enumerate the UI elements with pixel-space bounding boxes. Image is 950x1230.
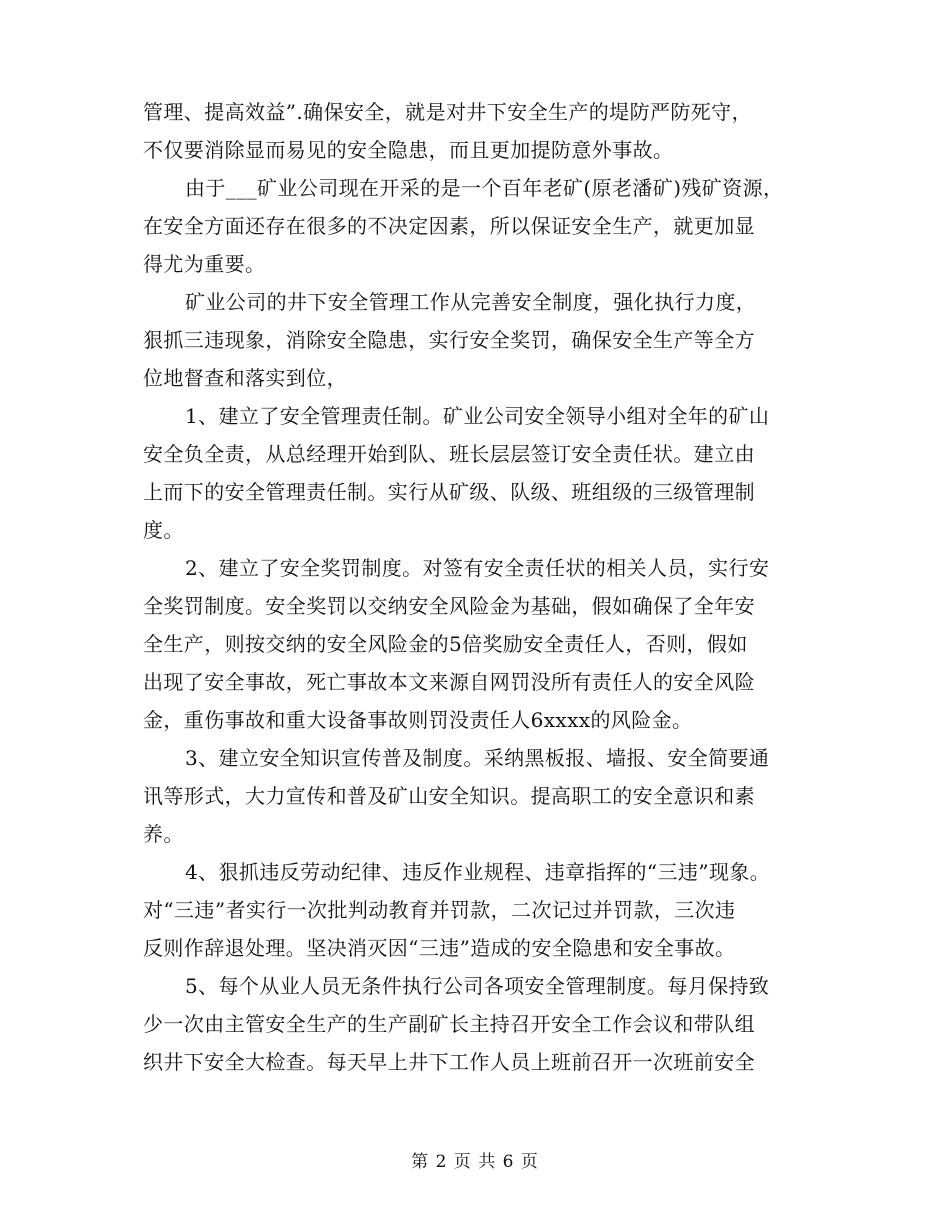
text-line: 上而下的安全管理责任制。实行从矿级、队级、班组级的三级管理制 — [143, 480, 755, 504]
document-body — [143, 102, 833, 1090]
text-line: 金，重伤事故和重大设备事故则罚没责任人6xxxx的风险金。 — [143, 708, 693, 732]
text-line: 由于___矿业公司现在开采的是一个百年老矿(原老潘矿)残矿资源， — [185, 176, 784, 200]
text-line: 不仅要消除显而易见的安全隐患，而且更加提防意外事故。 — [143, 138, 674, 162]
text-line: 全奖罚制度。安全奖罚以交纳安全风险金为基础，假如确保了全年安 — [143, 594, 755, 618]
text-line: 安全负全责，从总经理开始到队、班长层层签订安全责任状。建立由 — [143, 442, 755, 466]
text-line: 3、建立安全知识宣传普及制度。采纳黑板报、墙报、安全简要通 — [185, 746, 770, 770]
text-line: 织井下安全大检查。每天早上井下工作人员上班前召开一次班前安全 — [143, 1050, 755, 1074]
text-line: 出现了安全事故，死亡事故本文来源自网罚没所有责任人的安全风险 — [143, 670, 755, 694]
text-line: 少一次由主管安全生产的生产副矿长主持召开安全工作会议和带队组 — [143, 1012, 755, 1036]
text-line: 管理、提高效益”.确保安全，就是对井下安全生产的堤防严防死守， — [143, 100, 752, 124]
text-line: 对“三违”者实行一次批判动教育并罚款，二次记过并罚款，三次违 — [143, 898, 736, 922]
text-line: 位地督查和落实到位， — [143, 366, 347, 390]
text-line: 狠抓三违现象，消除安全隐患，实行安全奖罚，确保安全生产等全方 — [143, 328, 755, 352]
text-line: 度。 — [143, 518, 184, 542]
text-line: 1、建立了安全管理责任制。矿业公司安全领导小组对全年的矿山 — [185, 404, 770, 428]
text-line: 矿业公司的井下安全管理工作从完善安全制度，强化执行力度， — [185, 290, 757, 314]
text-line: 反则作辞退处理。坚决消灭因“三违”造成的安全隐患和安全事故。 — [143, 936, 736, 960]
text-line: 全生产，则按交纳的安全风险金的5倍奖励安全责任人，否则，假如 — [143, 632, 748, 656]
page-number-footer: 第 2 页 共 6 页 — [411, 1152, 539, 1172]
text-line: 养。 — [143, 822, 184, 846]
text-line: 得尤为重要。 — [143, 252, 266, 276]
text-line: 4、狠抓违反劳动纪律、违反作业规程、违章指挥的“三违”现象。 — [185, 860, 771, 884]
text-line: 在安全方面还存在很多的不决定因素，所以保证安全生产，就更加显 — [143, 214, 755, 238]
text-line: 讯等形式，大力宣传和普及矿山安全知识。提高职工的安全意识和素 — [143, 784, 755, 808]
text-line: 5、每个从业人员无条件执行公司各项安全管理制度。每月保持致 — [185, 974, 770, 998]
text-line: 2、建立了安全奖罚制度。对签有安全责任状的相关人员，实行安 — [185, 556, 770, 580]
